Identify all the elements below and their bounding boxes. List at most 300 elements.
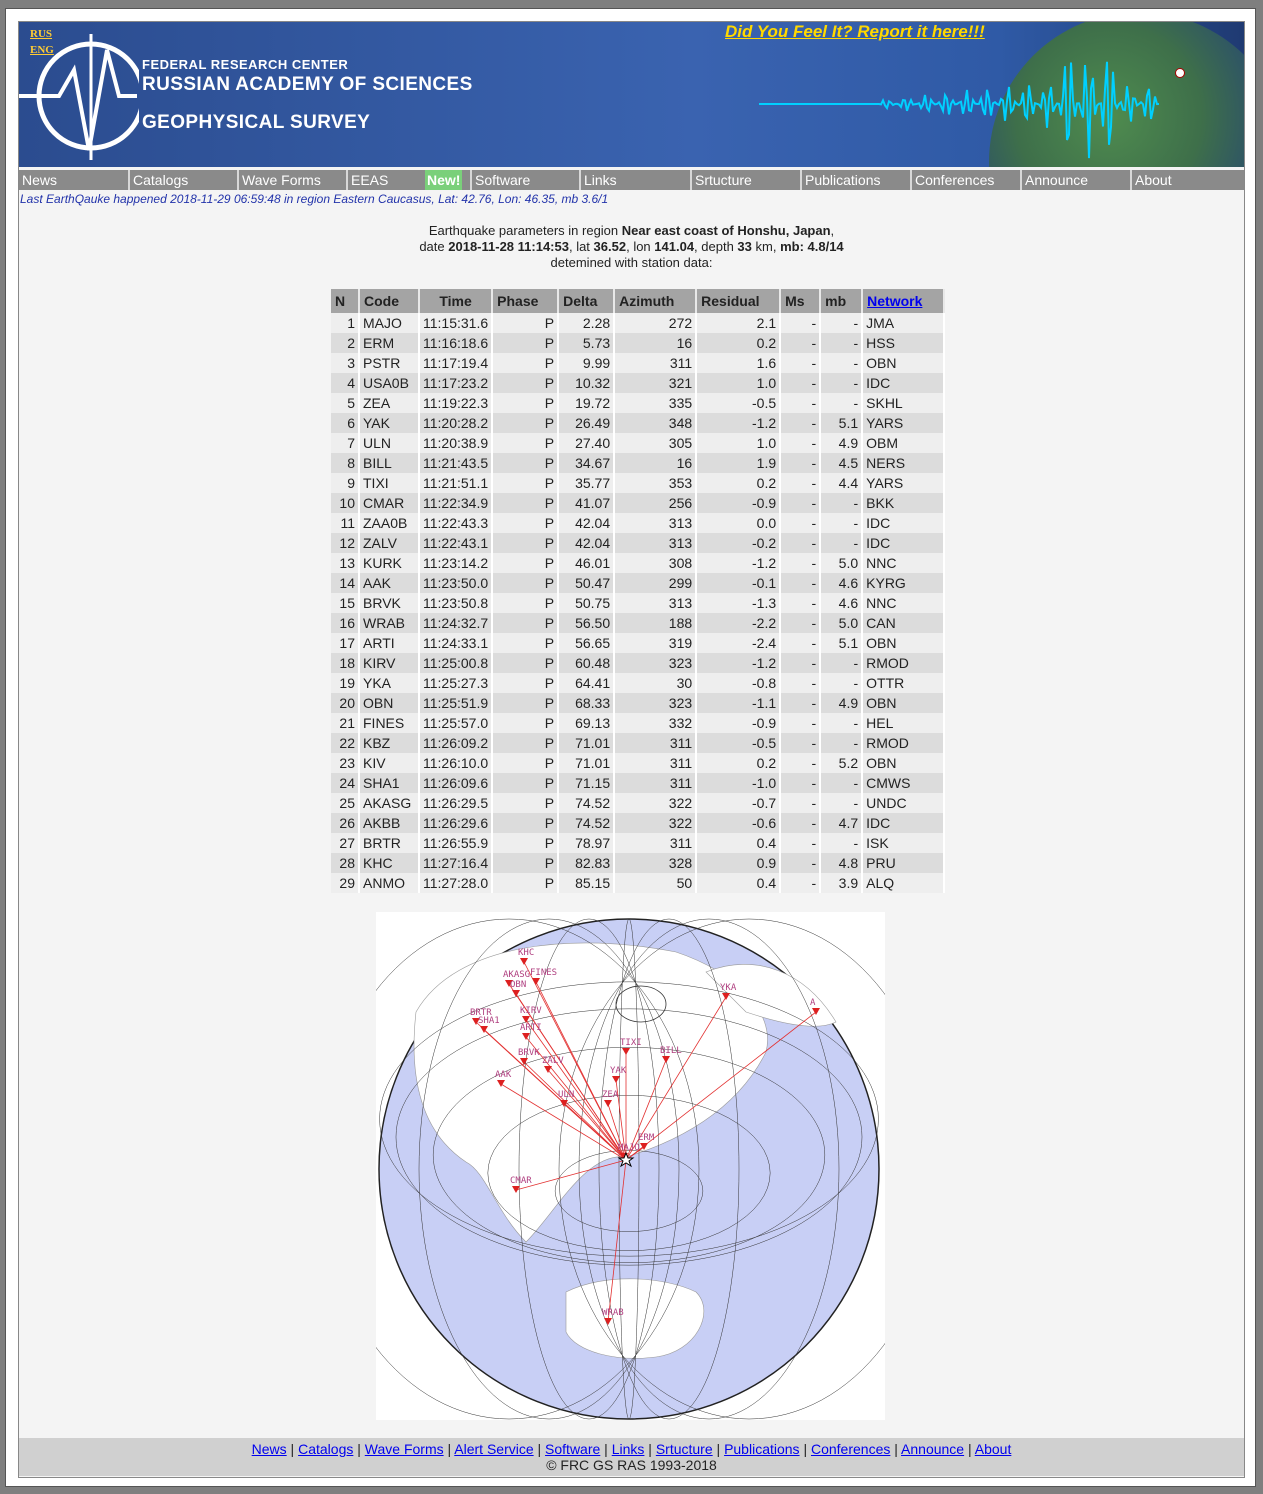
- cell-delta: 9.99: [558, 353, 614, 373]
- cell-azimuth: 50: [614, 873, 696, 893]
- cell-phase: P: [492, 553, 558, 573]
- cell-residual: 0.2: [696, 333, 780, 353]
- cell-delta: 50.75: [558, 593, 614, 613]
- cell-ms: -: [780, 433, 820, 453]
- cell-network: OBN: [862, 353, 944, 373]
- cell-n: 25: [331, 793, 359, 813]
- cell-delta: 42.04: [558, 513, 614, 533]
- cell-azimuth: 311: [614, 753, 696, 773]
- cell-network: NNC: [862, 593, 944, 613]
- cell-time: 11:20:28.2: [419, 413, 492, 433]
- cell-phase: P: [492, 653, 558, 673]
- station-label: YKA: [720, 983, 737, 993]
- footer-link-news[interactable]: News: [251, 1441, 287, 1457]
- cell-residual: -1.2: [696, 413, 780, 433]
- table-row: [331, 793, 944, 813]
- cell-code: CMAR: [359, 493, 419, 513]
- cell-residual: 0.2: [696, 473, 780, 493]
- cell-ms: -: [780, 613, 820, 633]
- params-km-label: km,: [751, 239, 781, 254]
- table-row: [331, 813, 944, 833]
- cell-n: 7: [331, 433, 359, 453]
- cell-residual: 1.0: [696, 373, 780, 393]
- cell-residual: -1.1: [696, 693, 780, 713]
- cell-phase: P: [492, 833, 558, 853]
- cell-time: 11:26:10.0: [419, 753, 492, 773]
- cell-delta: 46.01: [558, 553, 614, 573]
- cell-azimuth: 308: [614, 553, 696, 573]
- station-label: ZEA: [602, 1090, 619, 1100]
- cell-azimuth: 311: [614, 773, 696, 793]
- cell-network: ALQ: [862, 873, 944, 893]
- cell-code: MAJO: [359, 313, 419, 333]
- cell-time: 11:26:09.6: [419, 773, 492, 793]
- cell-network: BKK: [862, 493, 944, 513]
- station-label: AKASG: [503, 970, 531, 980]
- cell-code: AKASG: [359, 793, 419, 813]
- station-label: FINES: [530, 968, 558, 978]
- cell-network: OBM: [862, 433, 944, 453]
- cell-delta: 71.15: [558, 773, 614, 793]
- nav-wave-forms[interactable]: Wave Forms: [237, 170, 347, 190]
- cell-residual: -0.2: [696, 533, 780, 553]
- cell-mb: 4.4: [820, 473, 862, 493]
- cell-delta: 41.07: [558, 493, 614, 513]
- cell-delta: 85.15: [558, 873, 614, 893]
- cell-residual: -1.2: [696, 553, 780, 573]
- cell-residual: -2.4: [696, 633, 780, 653]
- cell-phase: P: [492, 493, 558, 513]
- lang-rus-link[interactable]: RUS: [30, 28, 53, 40]
- cell-phase: P: [492, 613, 558, 633]
- footer-link-wave-forms[interactable]: Wave Forms: [364, 1441, 444, 1457]
- footer-link-catalogs[interactable]: Catalogs: [298, 1441, 354, 1457]
- footer-link-announce[interactable]: Announce: [901, 1441, 965, 1457]
- cell-phase: P: [492, 433, 558, 453]
- cell-ms: -: [780, 673, 820, 693]
- cell-ms: -: [780, 753, 820, 773]
- cell-code: USA0B: [359, 373, 419, 393]
- cell-n: 5: [331, 393, 359, 413]
- cell-residual: 2.1: [696, 313, 780, 333]
- cell-code: WRAB: [359, 613, 419, 633]
- cell-phase: P: [492, 513, 558, 533]
- cell-time: 11:24:32.7: [419, 613, 492, 633]
- station-label: CMAR: [510, 1176, 532, 1186]
- cell-mb: -: [820, 333, 862, 353]
- cell-azimuth: 332: [614, 713, 696, 733]
- cell-mb: 5.1: [820, 633, 862, 653]
- table-row: [331, 673, 944, 693]
- station-label: BRVK: [518, 1048, 540, 1058]
- station-label: KHC: [518, 948, 535, 958]
- cell-code: BRVK: [359, 593, 419, 613]
- nav-structure[interactable]: Srtucture: [690, 170, 800, 190]
- col-residual: Residual: [696, 289, 780, 313]
- cell-mb: 4.8: [820, 853, 862, 873]
- cell-azimuth: 335: [614, 393, 696, 413]
- cell-phase: P: [492, 353, 558, 373]
- table-row: [331, 733, 944, 753]
- cell-n: 22: [331, 733, 359, 753]
- cell-delta: 35.77: [558, 473, 614, 493]
- cell-ms: -: [780, 313, 820, 333]
- cell-residual: -0.8: [696, 673, 780, 693]
- cell-delta: 82.83: [558, 853, 614, 873]
- params-depth: 33: [737, 239, 752, 254]
- cell-ms: -: [780, 653, 820, 673]
- station-label: BILL: [660, 1046, 682, 1056]
- station-label: SHA1: [478, 1016, 500, 1026]
- cell-time: 11:17:23.2: [419, 373, 492, 393]
- cell-mb: -: [820, 713, 862, 733]
- cell-delta: 60.48: [558, 653, 614, 673]
- cell-network: IDC: [862, 513, 944, 533]
- cell-azimuth: 321: [614, 373, 696, 393]
- cell-residual: -0.9: [696, 493, 780, 513]
- cell-mb: -: [820, 513, 862, 533]
- cell-phase: P: [492, 333, 558, 353]
- cell-mb: -: [820, 313, 862, 333]
- cell-code: KHC: [359, 853, 419, 873]
- table-row: [331, 533, 944, 553]
- nav-software[interactable]: Software: [470, 170, 580, 190]
- cell-residual: -1.3: [696, 593, 780, 613]
- cell-phase: P: [492, 313, 558, 333]
- cell-ms: -: [780, 773, 820, 793]
- params-mb-label: mb:: [780, 239, 808, 254]
- cell-phase: P: [492, 573, 558, 593]
- cell-mb: -: [820, 733, 862, 753]
- cell-network: CMWS: [862, 773, 944, 793]
- station-label: ZALV: [542, 1056, 564, 1066]
- table-row: [331, 353, 944, 373]
- cell-time: 11:24:33.1: [419, 633, 492, 653]
- network-sort-link[interactable]: Network: [867, 293, 923, 309]
- cell-network: OBN: [862, 633, 944, 653]
- cell-mb: 4.6: [820, 593, 862, 613]
- cell-network: OBN: [862, 753, 944, 773]
- cell-residual: -0.9: [696, 713, 780, 733]
- cell-delta: 78.97: [558, 833, 614, 853]
- cell-network: RMOD: [862, 653, 944, 673]
- cell-time: 11:22:43.1: [419, 533, 492, 553]
- cell-time: 11:21:43.5: [419, 453, 492, 473]
- last-earthquake-notice[interactable]: Last EarthQauke happened 2018-11-29 06:59:48 in region Eastern Caucasus, Lat: 42.76, Lon: 46.35, mb 3.6/1: [20, 192, 609, 206]
- cell-residual: -0.1: [696, 573, 780, 593]
- station-table: [331, 289, 945, 893]
- cell-ms: -: [780, 553, 820, 573]
- cell-n: 19: [331, 673, 359, 693]
- cell-delta: 69.13: [558, 713, 614, 733]
- cell-residual: 0.0: [696, 513, 780, 533]
- params-mb: 4.8/14: [807, 239, 844, 254]
- cell-mb: -: [820, 833, 862, 853]
- cell-time: 11:22:34.9: [419, 493, 492, 513]
- cell-network: HSS: [862, 333, 944, 353]
- cell-code: ULN: [359, 433, 419, 453]
- cell-time: 11:25:57.0: [419, 713, 492, 733]
- station-label: ARTI: [520, 1023, 542, 1033]
- cell-azimuth: 319: [614, 633, 696, 653]
- cell-mb: -: [820, 673, 862, 693]
- table-row: [331, 753, 944, 773]
- cell-code: ZAA0B: [359, 513, 419, 533]
- col-network[interactable]: [862, 289, 944, 313]
- footer-link-conferences[interactable]: Conferences: [810, 1441, 891, 1457]
- cell-phase: P: [492, 733, 558, 753]
- cell-ms: -: [780, 473, 820, 493]
- new-badge: New!: [427, 172, 461, 188]
- cell-residual: -1.2: [696, 653, 780, 673]
- cell-delta: 19.72: [558, 393, 614, 413]
- footer-link-alert-service[interactable]: Alert Service: [454, 1441, 534, 1457]
- did-you-feel-it-link[interactable]: Did You Feel It? Report it here!!!: [725, 22, 985, 41]
- cell-azimuth: 348: [614, 413, 696, 433]
- cell-phase: P: [492, 853, 558, 873]
- cell-network: NERS: [862, 453, 944, 473]
- nav-about[interactable]: About: [1130, 170, 1244, 190]
- cell-time: 11:22:43.3: [419, 513, 492, 533]
- cell-code: KURK: [359, 553, 419, 573]
- cell-code: BILL: [359, 453, 419, 473]
- cell-time: 11:23:50.0: [419, 573, 492, 593]
- cell-ms: -: [780, 453, 820, 473]
- cell-ms: -: [780, 493, 820, 513]
- location-marker-icon: [1175, 68, 1185, 78]
- cell-code: KBZ: [359, 733, 419, 753]
- cell-residual: -2.2: [696, 613, 780, 633]
- cell-ms: -: [780, 833, 820, 853]
- footer-link-links[interactable]: Links: [611, 1441, 645, 1457]
- compass-logo: [19, 30, 139, 164]
- nav-catalogs[interactable]: Catalogs: [128, 170, 238, 190]
- cell-azimuth: 313: [614, 593, 696, 613]
- cell-code: AKBB: [359, 813, 419, 833]
- table-row: [331, 333, 944, 353]
- cell-time: 11:21:51.1: [419, 473, 492, 493]
- table-header-row: [331, 289, 944, 313]
- station-label: YAK: [610, 1066, 627, 1076]
- table-row: [331, 513, 944, 533]
- table-row: [331, 633, 944, 653]
- cell-network: RMOD: [862, 733, 944, 753]
- table-row: [331, 873, 944, 893]
- nav-announce[interactable]: Announce: [1020, 170, 1130, 190]
- seismogram-graphic: [759, 22, 1159, 167]
- cell-phase: P: [492, 813, 558, 833]
- cell-azimuth: 256: [614, 493, 696, 513]
- cell-delta: 5.73: [558, 333, 614, 353]
- cell-n: 12: [331, 533, 359, 553]
- table-row: [331, 573, 944, 593]
- nav-links[interactable]: Links: [579, 170, 690, 190]
- col-ms: Ms: [780, 289, 820, 313]
- cell-mb: -: [820, 353, 862, 373]
- cell-phase: P: [492, 673, 558, 693]
- cell-ms: -: [780, 813, 820, 833]
- station-label: A: [810, 998, 816, 1008]
- org-line-1: FEDERAL RESEARCH CENTER: [142, 57, 349, 72]
- cell-azimuth: 311: [614, 833, 696, 853]
- cell-time: 11:27:28.0: [419, 873, 492, 893]
- params-line-3: detemined with station data:: [550, 255, 713, 270]
- cell-delta: 71.01: [558, 733, 614, 753]
- cell-network: CAN: [862, 613, 944, 633]
- cell-phase: P: [492, 693, 558, 713]
- params-lat-label: , lat: [568, 239, 594, 254]
- col-delta: Delta: [558, 289, 614, 313]
- page-content: [18, 21, 1245, 1478]
- cell-ms: -: [780, 853, 820, 873]
- table-row: [331, 613, 944, 633]
- cell-phase: P: [492, 593, 558, 613]
- cell-network: JMA: [862, 313, 944, 333]
- cell-mb: 4.6: [820, 573, 862, 593]
- cell-time: 11:25:51.9: [419, 693, 492, 713]
- cell-residual: 0.9: [696, 853, 780, 873]
- copyright: © FRC GS RAS 1993-2018: [546, 1457, 717, 1473]
- cell-n: 21: [331, 713, 359, 733]
- cell-code: ZEA: [359, 393, 419, 413]
- cell-phase: P: [492, 533, 558, 553]
- nav-news[interactable]: News: [22, 172, 58, 188]
- nav-publications[interactable]: Publications: [800, 170, 911, 190]
- nav-eeas-item[interactable]: [346, 170, 470, 190]
- nav-conferences[interactable]: Conferences: [910, 170, 1020, 190]
- cell-time: 11:17:19.4: [419, 353, 492, 373]
- cell-azimuth: 322: [614, 793, 696, 813]
- cell-azimuth: 272: [614, 313, 696, 333]
- station-label: ERM: [638, 1133, 655, 1143]
- footer-link-software[interactable]: Software: [545, 1441, 601, 1457]
- cell-phase: P: [492, 633, 558, 653]
- org-line-3: GEOPHYSICAL SURVEY: [142, 112, 371, 133]
- cell-code: ARTI: [359, 633, 419, 653]
- cell-network: IDC: [862, 533, 944, 553]
- cell-code: ERM: [359, 333, 419, 353]
- cell-n: 11: [331, 513, 359, 533]
- cell-n: 24: [331, 773, 359, 793]
- cell-delta: 74.52: [558, 793, 614, 813]
- table-row: [331, 853, 944, 873]
- cell-delta: 64.41: [558, 673, 614, 693]
- footer-link-about[interactable]: About: [974, 1441, 1012, 1457]
- station-map: [376, 912, 885, 1420]
- cell-time: 11:23:14.2: [419, 553, 492, 573]
- cell-phase: P: [492, 453, 558, 473]
- footer-links: News | Catalogs | Wave Forms | Alert Service | Software | Links | Srtucture | Publications | Conferences | Announce | About: [251, 1441, 1012, 1457]
- cell-n: 1: [331, 313, 359, 333]
- cell-code: KIRV: [359, 653, 419, 673]
- cell-ms: -: [780, 733, 820, 753]
- cell-network: OBN: [862, 693, 944, 713]
- lang-eng-link[interactable]: ENG: [30, 44, 54, 56]
- col-mb: mb: [820, 289, 862, 313]
- table-row: [331, 413, 944, 433]
- cell-azimuth: 313: [614, 533, 696, 553]
- cell-residual: -0.6: [696, 813, 780, 833]
- cell-network: YARS: [862, 473, 944, 493]
- cell-delta: 56.65: [558, 633, 614, 653]
- cell-time: 11:26:29.6: [419, 813, 492, 833]
- station-label: ULN: [558, 1090, 575, 1100]
- cell-n: 2: [331, 333, 359, 353]
- cell-time: 11:25:00.8: [419, 653, 492, 673]
- cell-n: 16: [331, 613, 359, 633]
- cell-n: 29: [331, 873, 359, 893]
- landmass-australia: [566, 1279, 704, 1358]
- cell-ms: -: [780, 573, 820, 593]
- cell-delta: 27.40: [558, 433, 614, 453]
- cell-time: 11:26:55.9: [419, 833, 492, 853]
- cell-n: 15: [331, 593, 359, 613]
- cell-n: 18: [331, 653, 359, 673]
- cell-delta: 56.50: [558, 613, 614, 633]
- table-row: [331, 773, 944, 793]
- footer-link-srtucture[interactable]: Srtucture: [655, 1441, 713, 1457]
- col-n: N: [331, 289, 359, 313]
- cell-network: PRU: [862, 853, 944, 873]
- params-lon: 141.04: [654, 239, 695, 254]
- cell-time: 11:26:09.2: [419, 733, 492, 753]
- cell-ms: -: [780, 333, 820, 353]
- cell-azimuth: 30: [614, 673, 696, 693]
- footer: [19, 1438, 1244, 1476]
- cell-n: 14: [331, 573, 359, 593]
- cell-network: HEL: [862, 713, 944, 733]
- cell-code: FINES: [359, 713, 419, 733]
- table-row: [331, 553, 944, 573]
- cell-mb: -: [820, 393, 862, 413]
- table-row: [331, 433, 944, 453]
- cell-time: 11:15:31.6: [419, 313, 492, 333]
- cell-mb: -: [820, 493, 862, 513]
- cell-azimuth: 328: [614, 853, 696, 873]
- cell-ms: -: [780, 373, 820, 393]
- footer-link-publications[interactable]: Publications: [724, 1441, 800, 1457]
- cell-code: KIV: [359, 753, 419, 773]
- cell-residual: 1.9: [696, 453, 780, 473]
- cell-azimuth: 323: [614, 693, 696, 713]
- cell-phase: P: [492, 713, 558, 733]
- table-row: [331, 833, 944, 853]
- cell-azimuth: 323: [614, 653, 696, 673]
- cell-code: ANMO: [359, 873, 419, 893]
- cell-network: NNC: [862, 553, 944, 573]
- params-lat: 36.52: [593, 239, 627, 254]
- params-region: Near east coast of Honshu, Japan: [621, 223, 831, 238]
- table-row: [331, 593, 944, 613]
- org-line-2: RUSSIAN ACADEMY OF SCIENCES: [142, 74, 473, 95]
- cell-n: 9: [331, 473, 359, 493]
- map-svg: [376, 912, 885, 1420]
- cell-mb: -: [820, 653, 862, 673]
- nav-eeas[interactable]: EEAS: [351, 172, 389, 188]
- cell-mb: 5.2: [820, 753, 862, 773]
- cell-ms: -: [780, 413, 820, 433]
- station-label: KIRV: [520, 1006, 542, 1016]
- cell-code: YKA: [359, 673, 419, 693]
- table-row: [331, 313, 944, 333]
- cell-ms: -: [780, 693, 820, 713]
- cell-azimuth: 305: [614, 433, 696, 453]
- params-intro: Earthquake parameters in region: [428, 223, 622, 238]
- table-row: [331, 693, 944, 713]
- station-label: OBN: [510, 980, 527, 990]
- cell-azimuth: 311: [614, 733, 696, 753]
- cell-n: 6: [331, 413, 359, 433]
